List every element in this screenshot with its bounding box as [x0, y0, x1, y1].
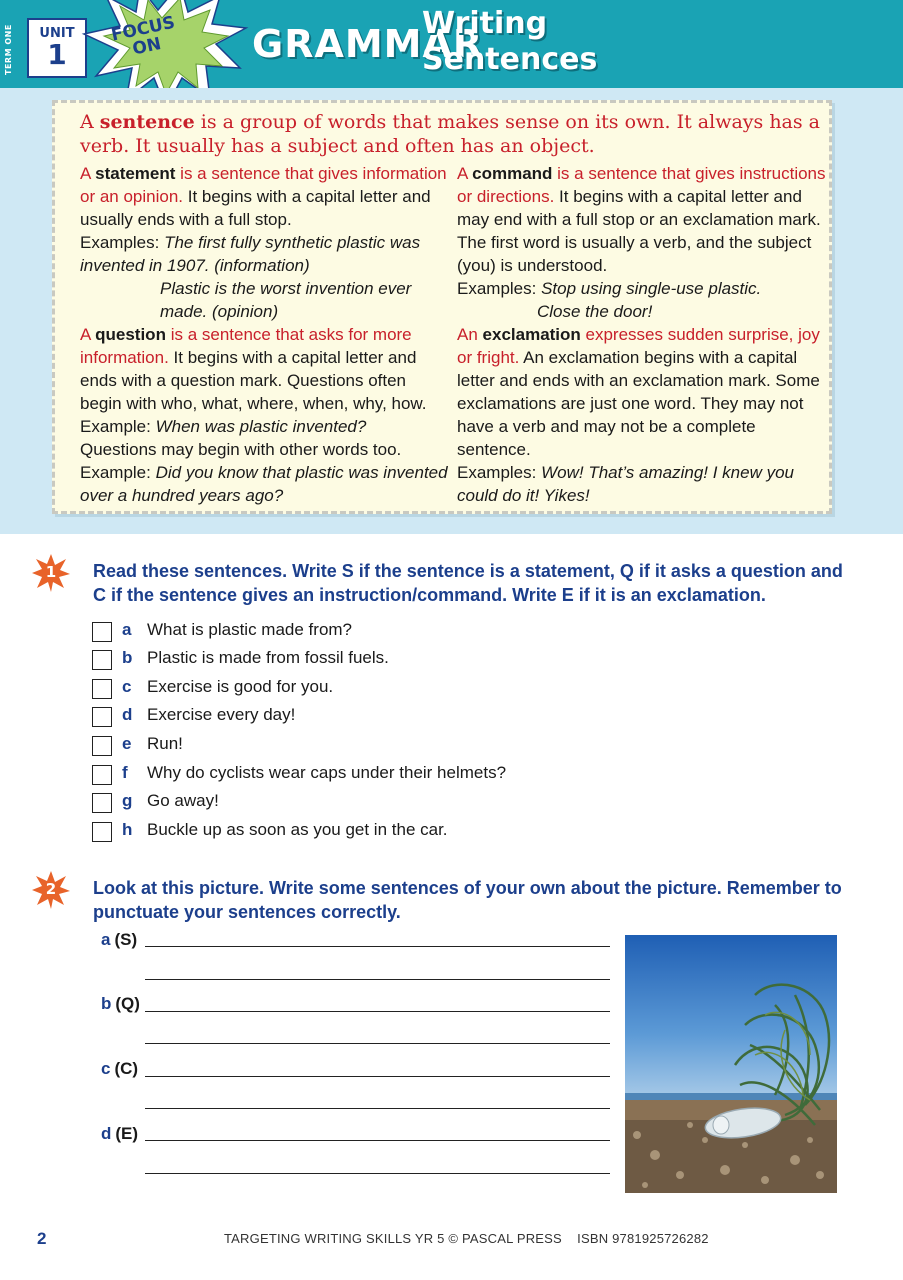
term-label: TERM ONE — [4, 24, 13, 76]
question-article: A — [80, 325, 96, 344]
item-letter: g — [122, 791, 133, 810]
list-item — [92, 791, 792, 815]
focus-on-label: FOCUS ON — [109, 12, 177, 60]
answer-checkbox[interactable] — [92, 765, 112, 785]
exclamation-body: An exclamation begins with a capital letter and ends with an exclamation mark. Some exclamations are just one word. They may not have a verb and may not be a complete sentence. — [457, 348, 820, 459]
question-body: It begins with a capital letter and ends with a question mark. Questions often begin with who, what, where, when, why, how. — [80, 348, 427, 413]
topic-line-2: Sentences — [422, 42, 598, 77]
question-example-label: Example: — [80, 417, 156, 436]
statement-def: is a sentence that gives information or an opinion. — [80, 164, 447, 206]
question-example-2: Did you know that plastic was invented over a hundred years ago? — [80, 463, 448, 505]
activity-1-instruction: Read these sentences. Write S if the sentence is a statement, Q if it asks a question and C if the sentence gives an instruction/command. Write E if it is an exclamation. — [93, 561, 843, 605]
item-text: Exercise every day! — [147, 705, 296, 724]
question-example-2-wrap — [80, 461, 450, 507]
item-text: Plastic is made from fossil fuels. — [147, 648, 389, 667]
answer-type: (E) — [115, 1124, 139, 1143]
answer-line-b1[interactable] — [145, 1011, 610, 1012]
command-def: is a sentence that gives instructions or directions. — [457, 164, 826, 206]
exclamation-examples — [457, 461, 827, 507]
answer-line-c2[interactable] — [145, 1108, 610, 1109]
item-letter: f — [122, 763, 128, 782]
answer-line-d1[interactable] — [145, 1140, 610, 1141]
unit-number: 1 — [47, 38, 67, 71]
answer-checkbox[interactable] — [92, 622, 112, 642]
answer-letter: c — [101, 1059, 111, 1078]
answer-type: (C) — [114, 1059, 139, 1078]
exclamation-examples-label: Examples: — [457, 463, 542, 482]
item-letter: e — [122, 734, 132, 753]
question-term: question — [95, 325, 166, 344]
answer-line-d2[interactable] — [145, 1173, 610, 1174]
answer-label-d — [101, 1124, 138, 1144]
statement-examples — [80, 231, 450, 277]
activity-1-number: 1 — [45, 563, 57, 581]
statement-example-1: The first fully synthetic plastic was invented in 1907. (information) — [80, 233, 421, 275]
exclamation-definition — [457, 323, 827, 461]
item-letter: d — [122, 705, 133, 724]
statement-body: It begins with a capital letter and usually ends with a full stop. — [80, 187, 431, 229]
answer-type: (Q) — [115, 994, 140, 1013]
answer-letter: a — [101, 930, 111, 949]
command-body: It begins with a capital letter and may end with a full stop or an exclamation mark. The first word is usually a verb, and the subject (you) is understood. — [457, 187, 821, 275]
answer-line-b2[interactable] — [145, 1043, 610, 1044]
command-example-2-wrap — [457, 300, 827, 323]
answer-type: (S) — [114, 930, 138, 949]
answer-line-a2[interactable] — [145, 979, 610, 980]
item-letter: c — [122, 677, 132, 696]
list-item — [92, 820, 792, 844]
answer-label-b — [101, 994, 140, 1014]
item-letter: b — [122, 648, 133, 667]
question-example-1-wrap — [80, 415, 450, 438]
item-text: Exercise is good for you. — [147, 677, 334, 696]
item-text: Why do cyclists wear caps under their helmets? — [147, 763, 507, 782]
answer-label-a — [101, 930, 137, 950]
answer-checkbox[interactable] — [92, 736, 112, 756]
statement-term: statement — [95, 164, 176, 183]
answer-checkbox[interactable] — [92, 650, 112, 670]
exclamation-term: exclamation — [482, 325, 581, 344]
activity-2-instruction: Look at this picture. Write some sentences of your own about the picture. Remember to punctuate your sentences correctly. — [93, 878, 842, 922]
command-example-2: Close the door! — [537, 302, 653, 321]
answer-checkbox[interactable] — [92, 822, 112, 842]
page-number: 2 — [37, 1229, 47, 1248]
question-definition — [80, 323, 450, 415]
intro-article: A — [80, 111, 100, 133]
exclamation-examples-text: Wow! That’s amazing! I knew you could do it! Yikes! — [457, 463, 794, 505]
item-text: Buckle up as soon as you get in the car. — [147, 820, 448, 839]
exclamation-article: An — [457, 325, 483, 344]
unit-word: UNIT — [39, 26, 75, 41]
exclamation-def: expresses sudden surprise, joy or fright. — [457, 325, 820, 367]
intro-rest: is a group of words that makes sense on its own. It always has a verb. It usually has a subject and often has an object. — [80, 111, 820, 157]
right-column — [457, 162, 827, 507]
command-examples-label: Examples: — [457, 279, 542, 298]
statement-example-2-wrap — [80, 277, 450, 323]
intro-term: sentence — [99, 111, 195, 133]
question-example-label-2: Example: — [80, 463, 156, 482]
beach-plastic-photo — [625, 935, 837, 1193]
answer-line-a1[interactable] — [145, 946, 610, 947]
command-example-1: Stop using single-use plastic. — [541, 279, 762, 298]
command-term: command — [472, 164, 553, 183]
answer-line-c1[interactable] — [145, 1076, 610, 1077]
topic-line-1: Writing — [422, 6, 548, 41]
answer-label-c — [101, 1059, 138, 1079]
list-item — [92, 648, 792, 672]
page-header — [0, 0, 903, 88]
statement-definition — [80, 162, 450, 231]
list-item — [92, 620, 792, 644]
item-text: What is plastic made from? — [147, 620, 353, 639]
subject-title: GRAMMAR — [252, 22, 484, 66]
list-item — [92, 734, 792, 758]
statement-article: A — [80, 164, 96, 183]
command-definition — [457, 162, 827, 277]
left-column — [80, 162, 450, 507]
question-note: Questions may begin with other words too. — [80, 440, 402, 459]
question-def: is a sentence that asks for more information. — [80, 325, 412, 367]
command-examples — [457, 277, 827, 300]
answer-letter: d — [101, 1124, 112, 1143]
statement-examples-label: Examples: — [80, 233, 165, 252]
answer-checkbox[interactable] — [92, 679, 112, 699]
item-letter: a — [122, 620, 132, 639]
answer-checkbox[interactable] — [92, 707, 112, 727]
list-item — [92, 677, 792, 701]
question-example-1: When was plastic invented? — [155, 417, 367, 436]
list-item — [92, 763, 792, 787]
list-item — [92, 705, 792, 729]
item-text: Go away! — [147, 791, 219, 810]
footer-credit: TARGETING WRITING SKILLS YR 5 © PASCAL PRESS ISBN 9781925726282 — [224, 1231, 709, 1246]
answer-checkbox[interactable] — [92, 793, 112, 813]
statement-example-2: Plastic is the worst invention ever made. (opinion) — [160, 279, 412, 321]
answer-letter: b — [101, 994, 112, 1013]
topic-title — [422, 6, 597, 78]
activity-2-number: 2 — [45, 880, 57, 898]
item-letter: h — [122, 820, 133, 839]
sentence-definition — [80, 110, 820, 158]
command-article: A — [457, 164, 473, 183]
item-text: Run! — [147, 734, 183, 753]
